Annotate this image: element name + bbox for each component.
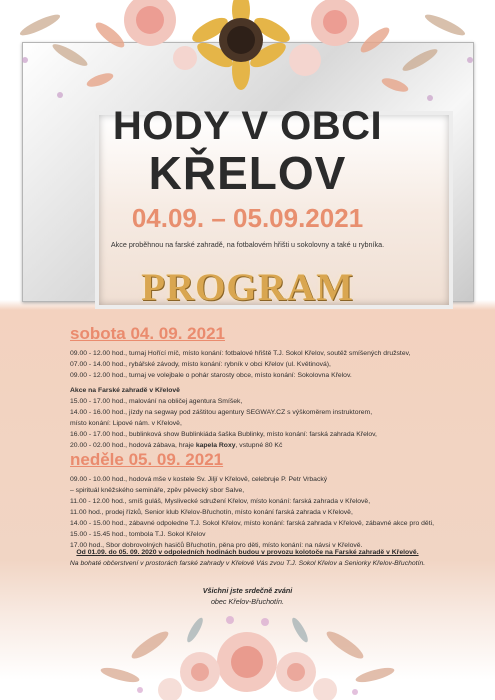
event-subtitle: Akce proběhnou na farské zahradě, na fotbalovém hřišti u sokolovny a také u rybníka.	[110, 240, 385, 249]
refreshment-note: Na bohaté občerstvení v prostorách farské zahrady v Křelově Vás zvou T.J. Sokol Křelov a Seniorky Křelov-Břuchotín.	[69, 560, 426, 567]
schedule-item: 11.00 - 12.00 hod., smíš guláš, Myslivecké sdružení Křelov, místo konání: farská zahrada v Křelově,	[70, 498, 371, 505]
schedule-item: 14.00 - 16.00 hod., jízdy na segway pod záštitou agentury SEGWAY.CZ s výškoměrem instruktorem,	[70, 409, 373, 416]
bottom-floral-decoration	[0, 600, 495, 700]
schedule-item: 17.00 hod., Sbor dobrovolných hasičů Břuchotín, pěna pro děti, místo konání: na návsi v Křelově.	[70, 542, 363, 549]
schedule-item: 15.00 - 17.00 hod., malování na obličej agentura Smíšek,	[70, 398, 243, 405]
schedule-item: 09.00 - 12.00 hod., turnaj Hořící míč, místo konání: fotbalové hřiště T.J. Sokol Křelov, soutěž smíšených družstev,	[70, 350, 411, 357]
event-dates: 04.09. – 05.09.2021	[131, 203, 364, 233]
band-name: kapela Roxy	[195, 442, 236, 449]
schedule-item: 15.00 - 15.45 hod., tombola T.J. Sokol Křelov	[70, 531, 206, 538]
schedule-item: 09.00 - 10.00 hod., hodová mše v kostele Sv. Jiljí v Křelově, celebruje P. Petr Vrbacký	[70, 476, 328, 483]
schedule-item: 14.00 - 15.00 hod., zábavné odpoledne T.J. Sokol Křelov, místo konání: farská zahrada v Křelově, zábavné akce pro děti,	[70, 520, 434, 527]
schedule-item: 11.00 hod., prodej řízků, Senior klub Křelov-Břuchotín, místo konání farská zahrada v Křelově,	[70, 509, 353, 516]
saturday-items	[70, 348, 410, 381]
title-line-1: HODY V OBCI	[112, 104, 383, 148]
schedule-item: 16.00 - 17.00 hod., bublinková show Bublinkiáda šaška Bublinky, místo konání: farská zahrada Křelov,	[70, 431, 377, 438]
garden-items	[70, 396, 377, 451]
top-floral-decoration	[0, 0, 495, 110]
sunday-items	[70, 474, 434, 551]
last-item-suffix: , vstupné 80 Kč	[235, 442, 283, 449]
welcome-line-1: Všichni jste srdečně zváni	[202, 586, 293, 595]
garden-heading: Akce na Farské zahradě v Křelově	[70, 387, 180, 394]
last-item-prefix: 20.00 - 02.00 hod., hodová zábava, hraje	[70, 442, 196, 449]
sunday-heading: neděle 05. 09. 2021	[70, 450, 224, 469]
schedule-item: – spirituál kněžského semináře, zpěv pěvecký sbor Salve,	[70, 487, 245, 494]
title-line-2: KŘELOV	[148, 147, 347, 199]
schedule-item: místo konání: Lipové nám. v Křelově,	[70, 420, 182, 427]
program-heading: PROGRAM	[141, 266, 354, 309]
carousel-note: Od 01.09. do 05. 09. 2020 v odpoledních hodinách budou v provozu kolotoče na Farské zahradě v Křelově.	[76, 549, 419, 556]
welcome-line-2: obec Křelov-Břuchotín.	[210, 597, 285, 606]
saturday-heading: sobota 04. 09. 2021	[70, 324, 225, 343]
schedule-item: 07.00 - 14.00 hod., rybářské závody, místo konání: rybník v obci Křelov (ul. Květinová),	[70, 361, 331, 368]
schedule-item: 09.00 - 12.00 hod., turnaj ve volejbale o pohár starosty obce, místo konání: Sokolovna Křelov.	[70, 372, 352, 379]
